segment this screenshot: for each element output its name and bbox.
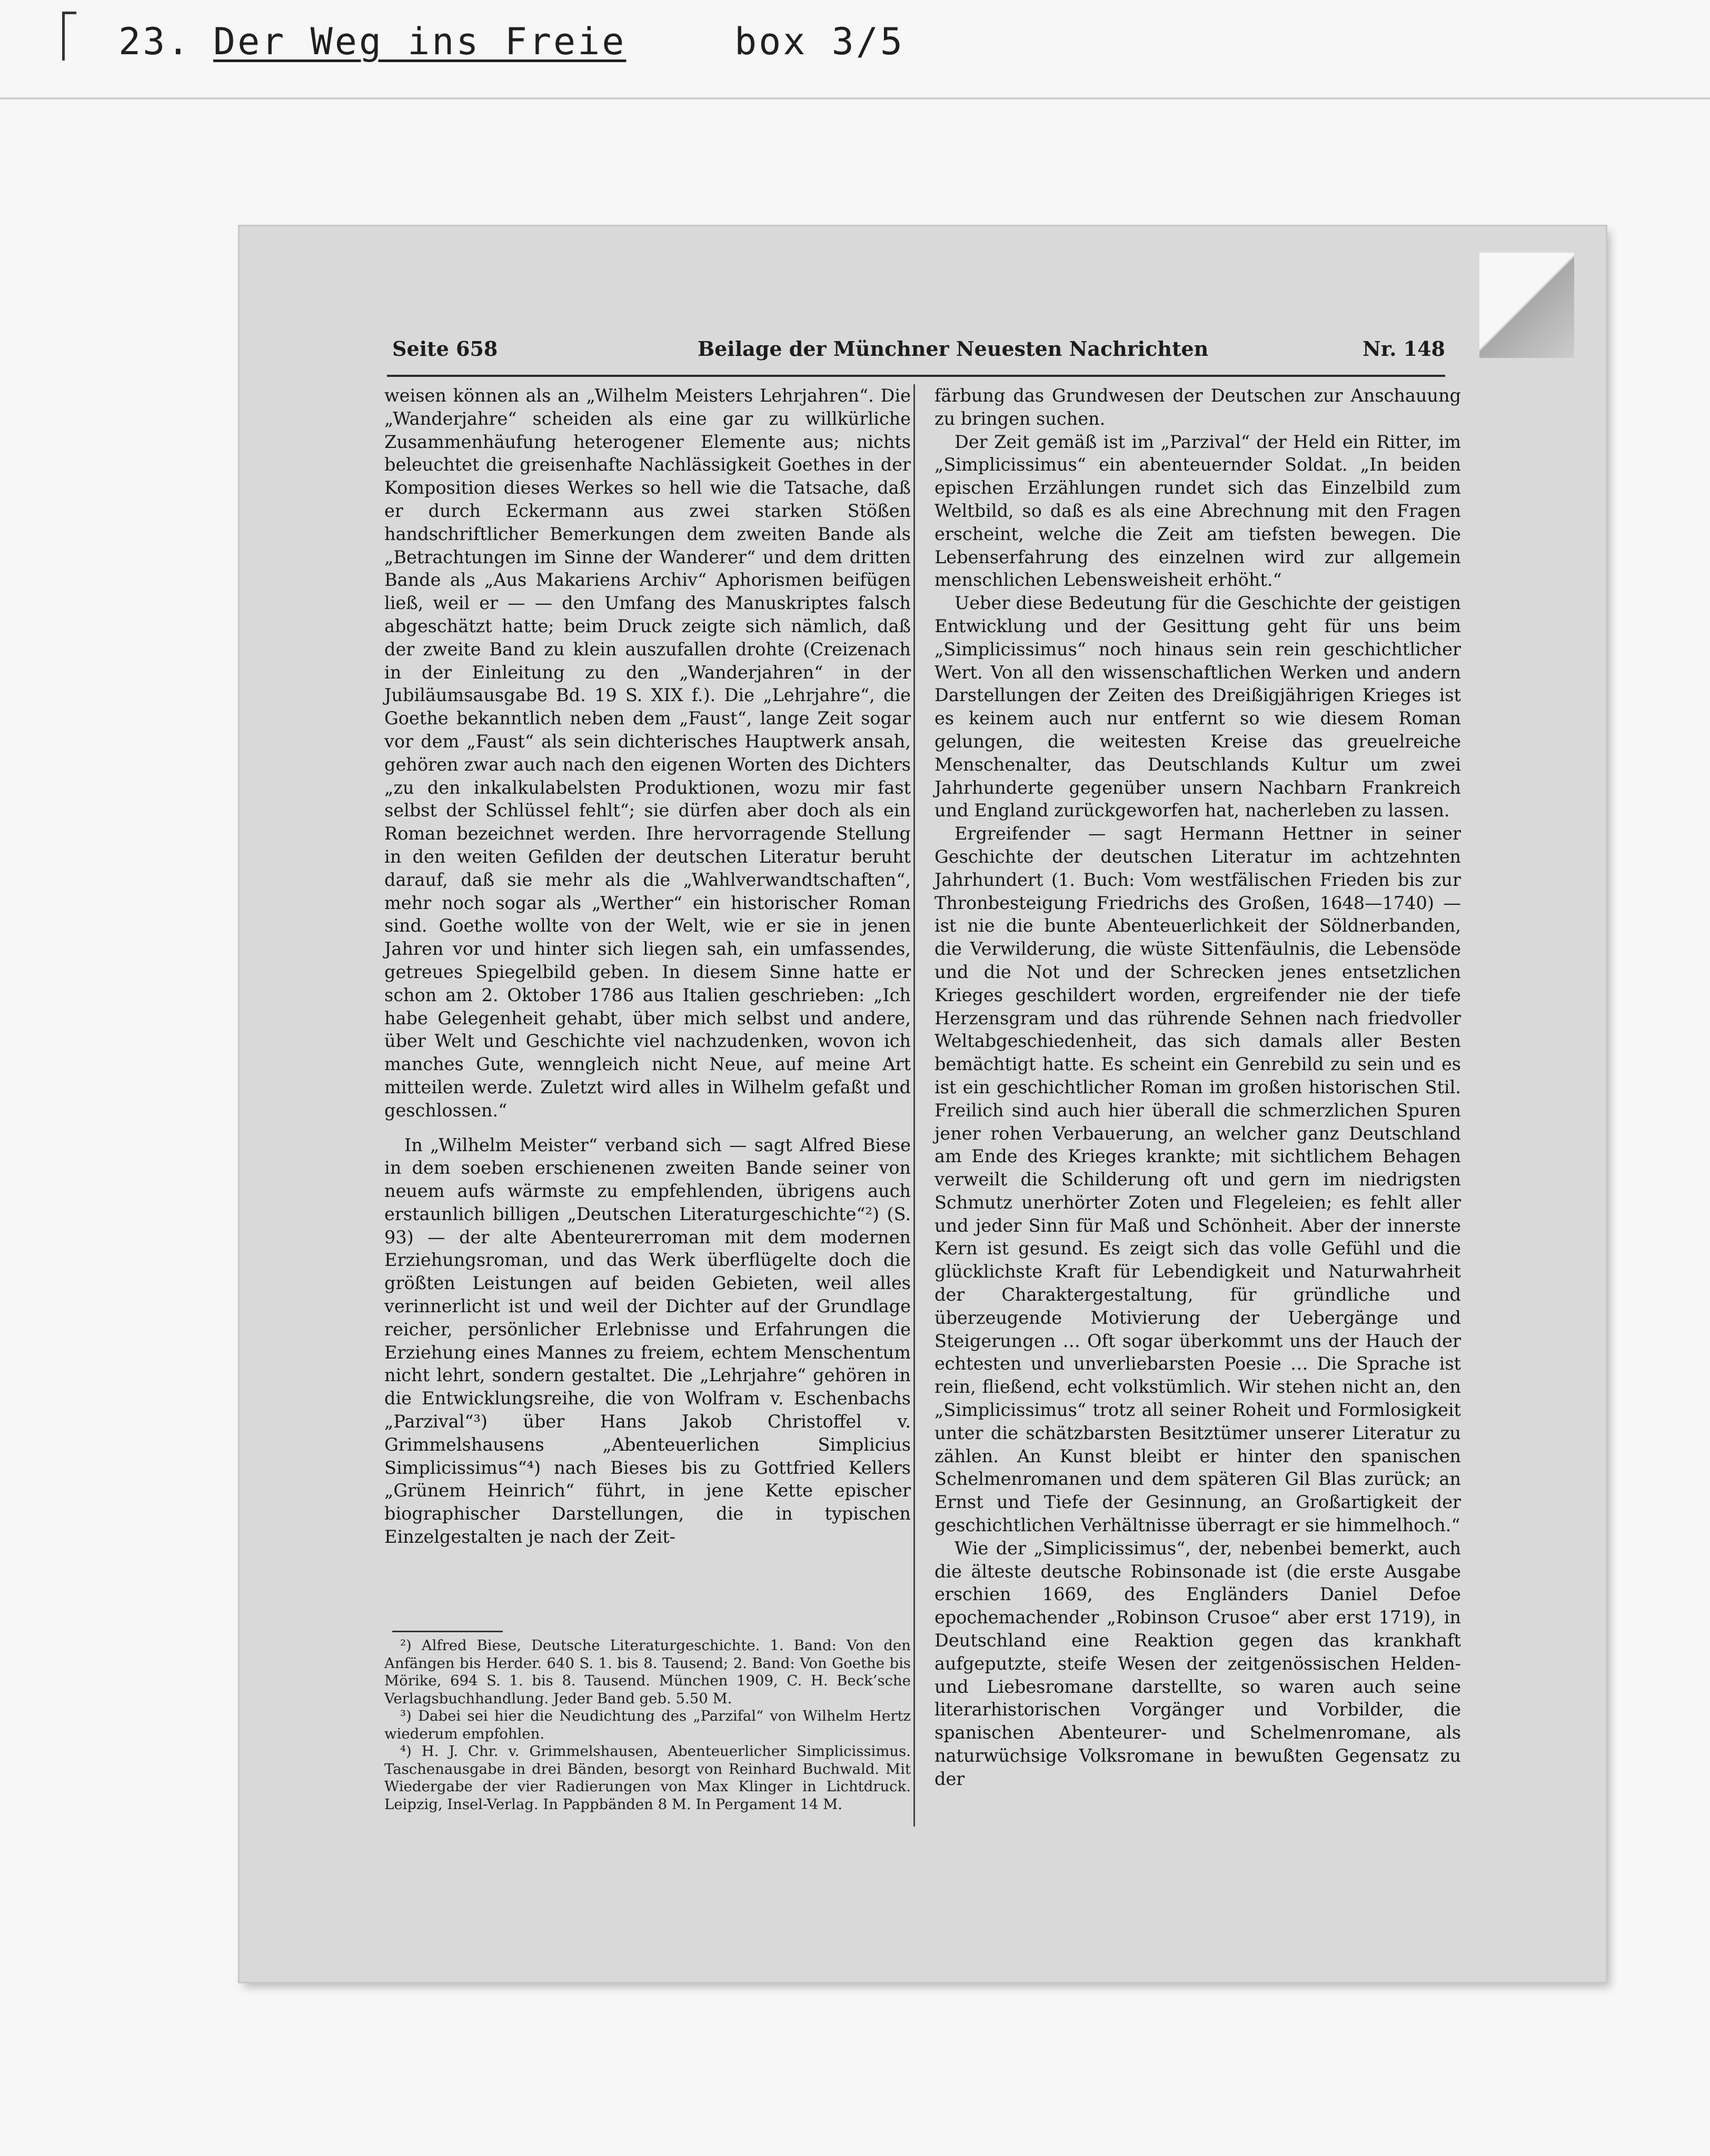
folded-corner xyxy=(1479,253,1574,358)
page-label: Seite 658 xyxy=(392,337,498,361)
article-paragraph: Der Zeit gemäß ist im „Parzival“ der Held ein Ritter, im „Simplicissimus“ ein abenteuernder Soldat. „In beiden epischen Erzählungen rundet sich das Einzelbild zum Weltbild, so daß es als eine Abrechnung mit den Fragen erscheint, welche die Zeit am tiefsten bewegen. Die Lebenserfahrung des einzelnen wird zur allgemein menschlichen Lebensweisheit erhöht.“ xyxy=(934,431,1461,591)
newspaper-name: Beilage der Münchner Neuesten Nachrichten xyxy=(698,337,1209,361)
article-paragraph: Ergreifender — sagt Hermann Hettner in seiner Geschichte der deutschen Literatur im achtzehnten Jahrhundert (1. Buch: Vom westfälischen Frieden bis zur Thronbesteigung Friedrichs des Großen, 1648—1740) — ist nie die bunte Abenteuerlichkeit der Söldnerbanden, die Verwilderung, die wüste Sittenfäulnis, die Lebensöde und die Not und der Schrecken jenes entsetzlichen Krieges geschildert worden, ergreifender nie der tiefe Herzensgram und das rührende Sehnen nach friedvoller Weltabgeschiedenheit, das sich damals aller Besten bemächtigt hatte. Es scheint ein Genrebild zu sein und es ist ein geschichtlicher Roman im großen historischen Stil. Freilich sind auch hier überall die schmerzlichen Spuren jener rohen Verbauerung, an welcher ganz Deutschland am Ende des Krieges krankte; mit sichtlichem Behagen verweilt die Schilderung oft und gern im niedrigsten Schmutz unerhörter Zoten und Flegeleien; es fehlt aller und jeder Sinn für Maß und Schönheit. Aber der innerste Kern ist gesund. Es zeigt sich das volle Gefühl und die glücklichste Kraft für Lebendigkeit und Naturwahrheit der Charaktergestaltung, für gründliche und überzeugende Motivierung der Uebergänge und Steigerungen … Oft sogar überkommt uns der Hauch der echtesten und unverliebarsten Poesie … Die Sprache ist rein, fließend, echt volkstümlich. Wir stehen nicht an, den „Simplicissimus“ trotz all seiner Roheit und Formlosigkeit unter die schätzbarsten Besitztümer unserer Literatur zu zählen. An Kunst bleibt er hinter den spanischen Schelmenromanen und dem späteren Gil Blas zurück; an Ernst und Tiefe der Gesinnung, an Großartigkeit der geschichtlichen Verhältnisse überragt er sie himmelhoch.“ xyxy=(934,823,1461,1536)
archive-header xyxy=(0,0,1710,99)
corner-mark xyxy=(62,12,76,61)
footnote: ³) Dabei sei hier die Neudichtung des „Parzifal“ von Wilhelm Hertz wiederum empfohlen. xyxy=(384,1708,911,1742)
archive-number: 23. xyxy=(118,20,192,63)
footnote: ⁴) H. J. Chr. v. Grimmelshausen, Abenteuerlicher Simplicissimus. Taschenausgabe in drei Bänden, besorgt von Reinhard Buchwald. Mit Wiedergabe der vier Radierungen von Max Klinger in Lichtdruck. Leipzig, Insel-Verlag. In Pappbänden 8 M. In Pergament 14 M. xyxy=(384,1743,911,1813)
article-paragraph: Ueber diese Bedeutung für die Geschichte der geistigen Entwicklung und der Gesittung geht für uns beim „Simplicissimus“ noch hinaus sein rein geschichtlicher Wert. Von all den wissenschaftlichen Werken und andern Darstellungen der Zeiten des Dreißigjährigen Krieges ist es keinem auch nur entfernt so wie diesem Roman gelungen, die weitesten Kreise das greuelreiche Menschenalter, das Deutschlands Kultur um zwei Jahrhunderte gegenüber unsern Nachbarn Frankreich und England zurückgeworfen hat, nacherleben zu lassen. xyxy=(934,593,1461,821)
header-rule xyxy=(387,375,1445,377)
right-column xyxy=(934,384,1461,1791)
article-paragraph: In „Wilhelm Meister“ verband sich — sagt Alfred Biese in dem soeben erschienenen zweiten Bande seiner von neuem aufs wärmste zu empfehlenden, übrigens auch erstaunlich billigen „Deutschen Literaturgeschichte“²) (S. 93) — der alte Abenteurerroman mit dem modernen Erziehungsroman, und das Werk überflügelte doch die größten Leistungen auf beiden Gebieten, weil alles verinnerlicht ist und weil der Dichter auf der Grundlage reicher, persönlicher Erlebnisse und Erfahrungen die Erziehung eines Mannes zu freiem, echtem Menschentum nicht lehrt, sondern gestaltet. Die „Lehrjahre“ gehören in die Entwicklungsreihe, die von Wolfram v. Eschenbachs „Parzival“³) über Hans Jakob Christoffel v. Grimmelshausens „Abenteuerlichen Simplicius Simplicissimus“⁴) nach Bieses bis zu Gottfried Kellers „Grünem Heinrich“ führt, in jene Kette epischer biographischer Darstellungen, die in typischen Einzelgestalten je nach der Zeit- xyxy=(384,1134,911,1548)
footnotes xyxy=(384,1637,911,1813)
article-paragraph: färbung das Grundwesen der Deutschen zur Anschauung zu bringen suchen. xyxy=(934,385,1461,429)
archive-box-label: box 3/5 xyxy=(734,20,905,63)
issue-number: Nr. 148 xyxy=(1362,337,1445,361)
article-paragraph: Wie der „Simplicissimus“, der, nebenbei bemerkt, auch die älteste deutsche Robinsonade ist (die erste Ausgabe erschien 1669, des Engländers Daniel Defoe epochemachender „Robinson Crusoe“ aber erst 1719), in Deutschland eine Reaktion gegen das krankhaft aufgeputzte, steife Wesen der zeitgenössischen Helden- und Liebesromane darstellte, so waren auch seine literarhistorischen Vorgänger und Vorbilder, die spanischen Abenteurer- und Schelmenromane, als naturwüchsige Volksromane in bewußten Gegensatz zu der xyxy=(934,1538,1461,1789)
running-head xyxy=(392,337,1445,368)
column-separator xyxy=(913,384,915,1826)
footnote-rule xyxy=(392,1631,503,1632)
left-column xyxy=(384,384,911,1549)
archive-title: Der Weg ins Freie xyxy=(213,20,627,63)
footnote: ²) Alfred Biese, Deutsche Literaturgeschichte. 1. Band: Von den Anfängen bis Herder. 640 S. 1. bis 8. Tausend; 2. Band: Von Goethe bis Mörike, 694 S. 1. bis 8. Tausend. München 1909, C. H. Beck’sche Verlagsbuchhandlung. Jeder Band geb. 5.50 M. xyxy=(384,1637,911,1707)
article-paragraph: weisen können als an „Wilhelm Meisters Lehrjahren“. Die „Wanderjahre“ scheiden als eine gar zu willkürliche Zusammenhäufung heterogener Elemente aus; nichts beleuchtet die greisenhafte Nachlässigkeit Goethes in der Komposition dieses Werkes so hell wie die Tatsache, daß er durch Eckermann aus zwei starken Stößen handschriftlicher Bemerkungen dem zweiten Bande als „Betrachtungen im Sinne der Wanderer“ und dem dritten Bande als „Aus Makariens Archiv“ Aphorismen beifügen ließ, weil er — — den Umfang des Manuskriptes falsch abgeschätzt hatte; beim Druck zeigte sich nämlich, daß der zweite Band zu klein auszufallen drohte (Creizenach in der Einleitung zu den „Wanderjahren“ in der Jubiläumsausgabe Bd. 19 S. XIX f.). Die „Lehrjahre“, die Goethe bekanntlich neben dem „Faust“, lange Zeit sogar vor dem „Faust“ als sein dichterisches Hauptwerk ansah, gehören zwar auch nach den eigenen Worten des Dichters „zu den inkalkulabelsten Produktionen, wozu mir fast selbst der Schlüssel fehlt“; sie dürfen aber doch als ein Roman bezeichnet werden. Ihre hervorragende Stellung in den weiten Gefilden der deutschen Literatur beruht darauf, daß sie mehr als die „Wahlverwandtschaften“, mehr noch sogar als „Werther“ ein historischer Roman sind. Goethe wollte von der Welt, wie er sie in jenen Jahren vor und hinter sich liegen sah, ein umfassendes, getreues Spiegelbild geben. In diesem Sinne hatte er schon am 2. Oktober 1786 aus Italien geschrieben: „Ich habe Gelegenheit gehabt, über mich selbst und andere, über Welt und Geschichte viel nachzudenken, wovon ich manches Gute, wenngleich nicht Neue, auf meine Art mitteilen werde. Zuletzt wird alles in Wilhelm gefaßt und geschlossen.“ xyxy=(384,385,911,1121)
